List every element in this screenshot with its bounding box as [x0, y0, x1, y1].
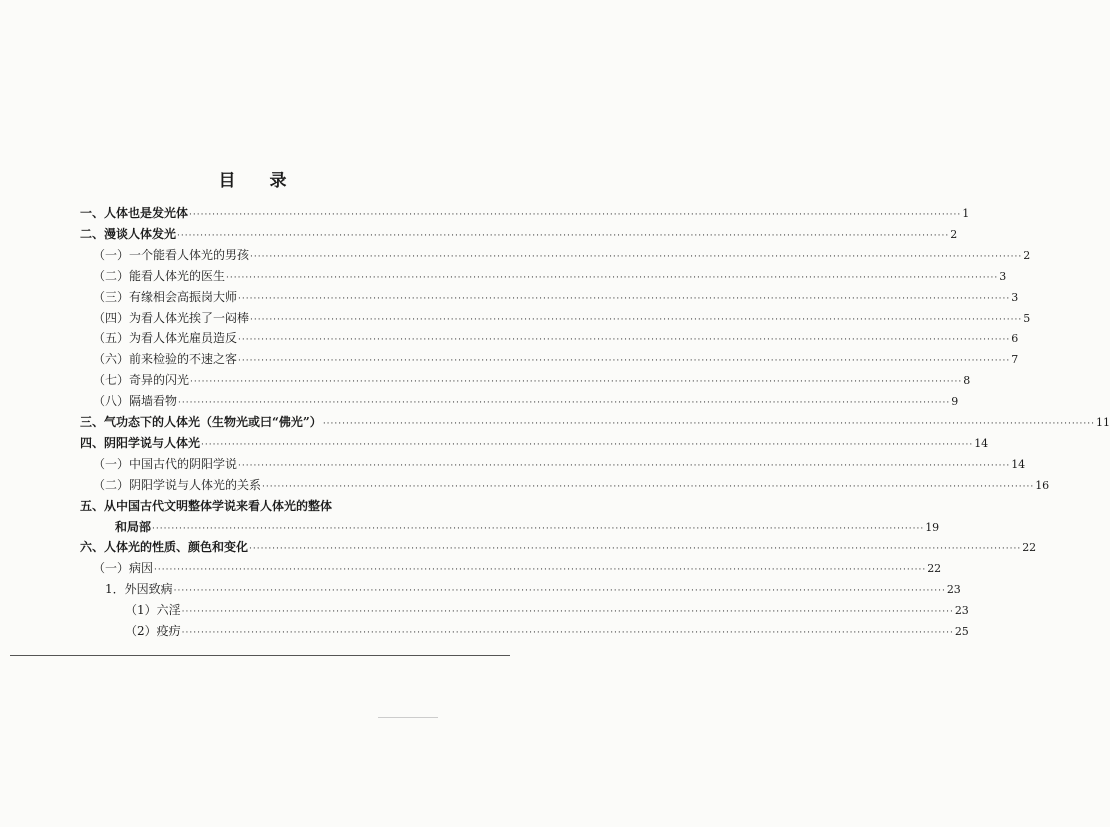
toc-page-number: 6 [1011, 332, 1019, 345]
toc-entry [125, 600, 969, 620]
toc-entry [93, 266, 1007, 286]
page-divider [10, 655, 510, 656]
toc-entry-title: （六）前来检验的不速之客 [93, 352, 238, 366]
toc-leader-dots: ········································································································································································································ [173, 586, 946, 596]
toc-page-number: 23 [954, 604, 969, 617]
toc-page-number: 11 [1095, 416, 1110, 429]
toc-entry [93, 475, 1050, 495]
toc-entry [80, 537, 1037, 557]
toc-entry [93, 328, 1019, 348]
toc-entry-title: 1．外因致病 [105, 582, 173, 596]
toc-entry-title: （八）隔墙看物 [93, 394, 178, 408]
toc-entry [93, 370, 971, 390]
toc-page-number: 16 [1035, 479, 1050, 492]
toc-leader-dots: ········································································································································································································ [178, 398, 951, 408]
toc-entry [80, 433, 989, 453]
toc-page-number: 19 [925, 521, 940, 534]
toc-entry-title: 一、人体也是发光体 [80, 206, 189, 220]
toc-entry [93, 349, 1019, 369]
toc-entry-title: （七）奇异的闪光 [93, 373, 190, 387]
toc-leader-dots: ········································································································································································································ [262, 482, 1035, 492]
toc-entry-title: （一）一个能看人体光的男孩 [93, 248, 250, 262]
toc-entry-title: （一）中国古代的阴阳学说 [93, 457, 238, 471]
toc-page-number: 8 [963, 374, 971, 387]
toc-page-number: 22 [927, 562, 942, 575]
toc-entry-title: （二）阴阳学说与人体光的关系 [93, 478, 262, 492]
toc-leader-dots: ········································································································································································································ [238, 461, 1011, 471]
toc-leader-dots: ········································································································································································································ [322, 419, 1095, 429]
toc-entry-title: （五）为看人体光雇员造反 [93, 331, 238, 345]
toc-entry: 五、从中国古代文明整体学说来看人体光的整体 [80, 499, 333, 513]
toc-page-number: 14 [1011, 458, 1026, 471]
toc-page-number: 14 [974, 437, 989, 450]
toc-entry [115, 517, 940, 537]
toc-page-number: 3 [1011, 291, 1019, 304]
toc-entry [125, 621, 969, 641]
toc-entry [93, 454, 1026, 474]
toc-leader-dots: ········································································································································································································ [201, 440, 974, 450]
toc-leader-dots: ········································································································································································································ [177, 231, 950, 241]
toc-leader-dots: ········································································································································································································ [250, 315, 1023, 325]
toc-entry-title: 六、人体光的性质、颜色和变化 [80, 540, 249, 554]
toc-leader-dots: ········································································································································································································ [250, 252, 1023, 262]
toc-entry [80, 224, 958, 244]
toc-entry-title: （三）有缘相会高振岗大师 [93, 290, 238, 304]
toc-page-number: 3 [999, 270, 1007, 283]
toc-page-number: 1 [962, 207, 970, 220]
toc-entry [93, 308, 1031, 328]
toc-entry [93, 391, 959, 411]
toc-leader-dots: ········································································································································································································ [181, 628, 954, 638]
toc-leader-dots: ········································································································································································································ [189, 210, 962, 220]
toc-leader-dots: ········································································································································································································ [249, 544, 1022, 554]
toc-entry [93, 245, 1031, 265]
toc-leader-dots: ········································································································································································································ [238, 335, 1011, 345]
toc-entry [80, 412, 1110, 432]
faint-divider [378, 717, 438, 718]
toc-leader-dots: ········································································································································································································ [154, 565, 927, 575]
toc-entry-title: （1）六淫 [125, 603, 181, 617]
toc-entry-title: 二、漫谈人体发光 [80, 227, 177, 241]
toc-entry-title: （二）能看人体光的医生 [93, 269, 226, 283]
toc-entry-title: 三、气功态下的人体光（生物光或曰“佛光”） [80, 415, 322, 429]
toc-leader-dots: ········································································································································································································ [190, 377, 963, 387]
toc-entry-title: 四、阴阳学说与人体光 [80, 436, 201, 450]
toc-page-number: 23 [946, 583, 961, 596]
toc-entry-title: （一）病因 [93, 561, 154, 575]
toc-page-number: 7 [1011, 353, 1019, 366]
toc-page-number: 9 [951, 395, 959, 408]
toc-page-number: 5 [1023, 312, 1031, 325]
toc-page-number: 2 [1023, 249, 1031, 262]
toc-page-number: 2 [950, 228, 958, 241]
toc-entry [105, 579, 961, 599]
toc-entry [93, 287, 1019, 307]
toc-leader-dots: ········································································································································································································ [152, 524, 925, 534]
page-title: 目 录 [218, 171, 301, 191]
toc-entry [80, 203, 970, 223]
toc-entry-title: （四）为看人体光挨了一闷棒 [93, 311, 250, 325]
toc-entry [93, 558, 942, 578]
toc-leader-dots: ········································································································································································································ [226, 273, 999, 283]
toc-page-number: 25 [954, 625, 969, 638]
toc-leader-dots: ········································································································································································································ [238, 356, 1011, 366]
toc-entry-title: 和局部 [115, 520, 152, 534]
toc-leader-dots: ········································································································································································································ [238, 294, 1011, 304]
toc-entry-title: （2）疫疠 [125, 624, 181, 638]
toc-page-number: 22 [1022, 541, 1037, 554]
toc-leader-dots: ········································································································································································································ [181, 607, 954, 617]
